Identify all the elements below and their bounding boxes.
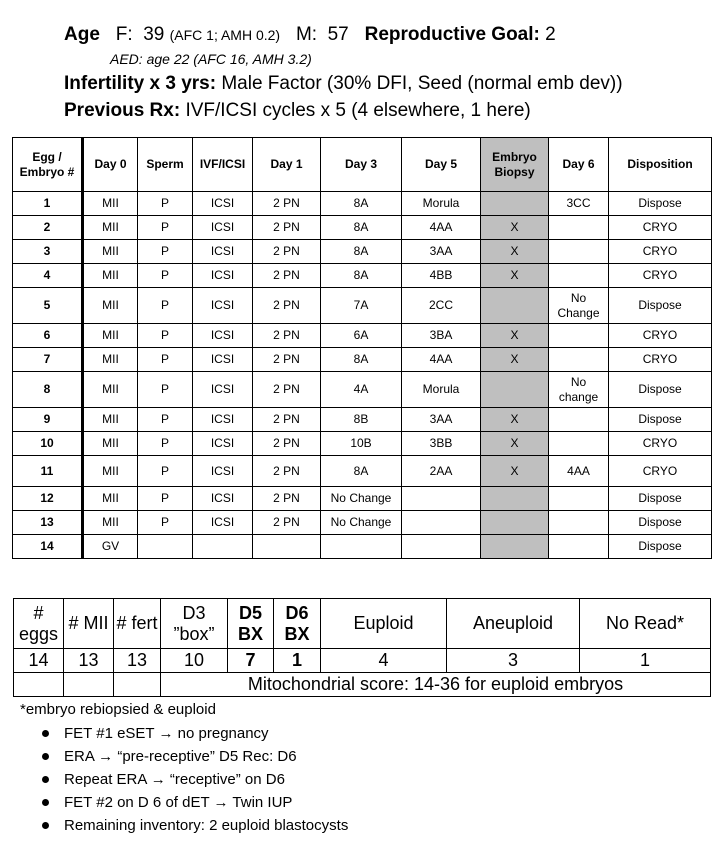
cell-disposition: Dispose — [609, 511, 712, 535]
cell-day0: MII — [83, 408, 138, 432]
note-item — [40, 814, 348, 837]
cell-egg: 5 — [13, 288, 83, 324]
cell-day1: 2 PN — [253, 240, 321, 264]
cell-day5: 4BB — [402, 264, 481, 288]
cell-day6 — [549, 408, 609, 432]
cell-biopsy: X — [481, 408, 549, 432]
cell-day0: MII — [83, 264, 138, 288]
cell-egg: 12 — [13, 487, 83, 511]
summary-empty-cell — [14, 673, 64, 697]
cell-disposition: CRYO — [609, 432, 712, 456]
cell-sperm: P — [138, 456, 193, 487]
cell-biopsy: X — [481, 456, 549, 487]
cell-day0: MII — [83, 192, 138, 216]
cell-day6: No Change — [549, 288, 609, 324]
note-text: Repeat ERA → “receptive” on D6 — [64, 771, 285, 788]
embryo-row — [13, 216, 712, 240]
cell-ivf-icsi: ICSI — [193, 264, 253, 288]
cell-disposition: CRYO — [609, 240, 712, 264]
cell-disposition: CRYO — [609, 348, 712, 372]
cell-biopsy: X — [481, 348, 549, 372]
cell-ivf-icsi: ICSI — [193, 372, 253, 408]
cell-ivf-icsi: ICSI — [193, 487, 253, 511]
embryo-table-header-row — [13, 138, 712, 192]
note-item — [40, 791, 348, 814]
cell-ivf-icsi: ICSI — [193, 240, 253, 264]
cell-ivf-icsi: ICSI — [193, 511, 253, 535]
summary-header-mii: # MII — [64, 599, 114, 649]
cell-sperm: P — [138, 372, 193, 408]
cell-day5 — [402, 511, 481, 535]
cell-ivf-icsi: ICSI — [193, 456, 253, 487]
cell-day6 — [549, 348, 609, 372]
cell-disposition: Dispose — [609, 288, 712, 324]
cell-biopsy — [481, 511, 549, 535]
summary-table — [13, 598, 711, 697]
cell-day1: 2 PN — [253, 288, 321, 324]
embryo-row — [13, 487, 712, 511]
cell-day5: 3BA — [402, 324, 481, 348]
col-header-day0: Day 0 — [83, 138, 138, 192]
goal-label: Reproductive Goal: — [364, 24, 540, 45]
cell-day0: MII — [83, 240, 138, 264]
cell-day1: 2 PN — [253, 487, 321, 511]
cell-day0: MII — [83, 511, 138, 535]
cell-day1: 2 PN — [253, 216, 321, 240]
summary-header-fert: # fert — [114, 599, 161, 649]
cell-day0: MII — [83, 372, 138, 408]
cell-day1: 2 PN — [253, 372, 321, 408]
cell-ivf-icsi: ICSI — [193, 216, 253, 240]
summary-value-no-read: 1 — [580, 649, 711, 673]
cell-day5: Morula — [402, 372, 481, 408]
cell-day6: 3CC — [549, 192, 609, 216]
cell-day1: 2 PN — [253, 192, 321, 216]
cell-day3: 8B — [321, 408, 402, 432]
cell-day3 — [321, 535, 402, 559]
previous-rx-line — [64, 100, 531, 122]
embryo-row — [13, 535, 712, 559]
embryo-row — [13, 408, 712, 432]
age-line — [64, 24, 556, 46]
note-item — [40, 768, 348, 791]
note-text: FET #1 eSET → no pregnancy — [64, 725, 269, 742]
bullet-icon — [42, 776, 49, 783]
summary-value-d6-bx: 1 — [274, 649, 321, 673]
cell-sperm: P — [138, 216, 193, 240]
cell-day3: 10B — [321, 432, 402, 456]
goal-value: 2 — [545, 24, 556, 45]
cell-day3: 6A — [321, 324, 402, 348]
cell-day0: GV — [83, 535, 138, 559]
cell-egg: 2 — [13, 216, 83, 240]
cell-sperm: P — [138, 432, 193, 456]
cell-day6 — [549, 216, 609, 240]
note-item — [40, 722, 348, 745]
cell-biopsy: X — [481, 264, 549, 288]
summary-header-row — [14, 599, 711, 649]
cell-day5: 3BB — [402, 432, 481, 456]
cell-egg: 7 — [13, 348, 83, 372]
cell-day0: MII — [83, 432, 138, 456]
cell-day0: MII — [83, 456, 138, 487]
cell-day0: MII — [83, 348, 138, 372]
bullet-icon — [42, 822, 49, 829]
cell-egg: 4 — [13, 264, 83, 288]
summary-value-d3-box: 10 — [161, 649, 228, 673]
summary-header-d6-bx: D6 BX — [274, 599, 321, 649]
cell-sperm: P — [138, 511, 193, 535]
col-header-embryo-biopsy: Embryo Biopsy — [481, 138, 549, 192]
cell-day1: 2 PN — [253, 432, 321, 456]
summary-empty-cell — [114, 673, 161, 697]
cell-day5: Morula — [402, 192, 481, 216]
cell-disposition: Dispose — [609, 192, 712, 216]
cell-biopsy — [481, 372, 549, 408]
col-header-day1: Day 1 — [253, 138, 321, 192]
cell-day6: 4AA — [549, 456, 609, 487]
cell-day5 — [402, 487, 481, 511]
cell-day1: 2 PN — [253, 264, 321, 288]
cell-sperm: P — [138, 264, 193, 288]
embryo-row — [13, 432, 712, 456]
embryo-row — [13, 264, 712, 288]
cell-day5: 4AA — [402, 348, 481, 372]
cell-day5: 2AA — [402, 456, 481, 487]
embryo-row — [13, 288, 712, 324]
embryo-table — [12, 137, 712, 559]
infertility-label: Infertility x 3 yrs: — [64, 73, 217, 94]
female-age: 39 — [143, 24, 165, 45]
cell-disposition: Dispose — [609, 535, 712, 559]
summary-value-aneuploid: 3 — [447, 649, 580, 673]
cell-disposition: CRYO — [609, 456, 712, 487]
cell-biopsy — [481, 535, 549, 559]
cell-day0: MII — [83, 288, 138, 324]
note-text: ERA → “pre-receptive” D5 Rec: D6 — [64, 748, 297, 765]
cell-sperm — [138, 535, 193, 559]
cell-day0: MII — [83, 216, 138, 240]
cell-day5: 3AA — [402, 408, 481, 432]
cell-biopsy: X — [481, 432, 549, 456]
male-age: 57 — [327, 24, 349, 45]
cell-day3: 8A — [321, 240, 402, 264]
summary-value-fert: 13 — [114, 649, 161, 673]
cell-day3: 7A — [321, 288, 402, 324]
cell-egg: 8 — [13, 372, 83, 408]
cell-disposition: Dispose — [609, 408, 712, 432]
cell-disposition: CRYO — [609, 264, 712, 288]
cell-sperm: P — [138, 348, 193, 372]
cell-biopsy: X — [481, 324, 549, 348]
age-label: Age — [64, 24, 100, 45]
cell-sperm: P — [138, 288, 193, 324]
cell-egg: 9 — [13, 408, 83, 432]
cell-day3: No Change — [321, 511, 402, 535]
aed-line: AED: age 22 (AFC 16, AMH 3.2) — [110, 51, 312, 67]
cell-day6 — [549, 264, 609, 288]
female-label: F: — [115, 24, 133, 45]
cell-ivf-icsi: ICSI — [193, 288, 253, 324]
cell-disposition: Dispose — [609, 372, 712, 408]
cell-day6: No change — [549, 372, 609, 408]
mitochondrial-score-note: Mitochondrial score: 14-36 for euploid embryos — [161, 673, 711, 697]
bullet-icon — [42, 799, 49, 806]
cell-ivf-icsi: ICSI — [193, 324, 253, 348]
col-header-day5: Day 5 — [402, 138, 481, 192]
cell-day3: 8A — [321, 456, 402, 487]
summary-value-eggs: 14 — [14, 649, 64, 673]
embryo-row — [13, 240, 712, 264]
embryo-row — [13, 456, 712, 487]
cell-day6 — [549, 511, 609, 535]
cell-day3: 8A — [321, 192, 402, 216]
cell-sperm: P — [138, 487, 193, 511]
summary-value-euploid: 4 — [321, 649, 447, 673]
notes-list — [40, 722, 348, 837]
cell-disposition: CRYO — [609, 324, 712, 348]
summary-mito-row — [14, 673, 711, 697]
cell-day1: 2 PN — [253, 324, 321, 348]
previous-rx-value: IVF/ICSI cycles x 5 (4 elsewhere, 1 here) — [185, 100, 531, 121]
cell-day5: 2CC — [402, 288, 481, 324]
cell-biopsy: X — [481, 240, 549, 264]
cell-day6 — [549, 324, 609, 348]
cell-ivf-icsi: ICSI — [193, 348, 253, 372]
previous-rx-label: Previous Rx: — [64, 100, 181, 121]
summary-value-d5-bx: 7 — [228, 649, 274, 673]
summary-values-row — [14, 649, 711, 673]
cell-day5 — [402, 535, 481, 559]
col-header-sperm: Sperm — [138, 138, 193, 192]
bullet-icon — [42, 753, 49, 760]
bullet-icon — [42, 730, 49, 737]
col-header-egg: Egg / Embryo # — [13, 138, 83, 192]
cell-day3: No Change — [321, 487, 402, 511]
cell-egg: 13 — [13, 511, 83, 535]
summary-header-d3-box: D3 ”box” — [161, 599, 228, 649]
cell-ivf-icsi — [193, 535, 253, 559]
note-text: Remaining inventory: 2 euploid blastocysts — [64, 817, 349, 834]
summary-empty-cell — [64, 673, 114, 697]
cell-day3: 8A — [321, 216, 402, 240]
cell-day6 — [549, 535, 609, 559]
cell-day5: 4AA — [402, 216, 481, 240]
col-header-ivf-icsi: IVF/ICSI — [193, 138, 253, 192]
cell-egg: 14 — [13, 535, 83, 559]
cell-day3: 4A — [321, 372, 402, 408]
summary-header-aneuploid: Aneuploid — [447, 599, 580, 649]
summary-header-euploid: Euploid — [321, 599, 447, 649]
cell-disposition: Dispose — [609, 487, 712, 511]
cell-biopsy — [481, 487, 549, 511]
col-header-day3: Day 3 — [321, 138, 402, 192]
note-item — [40, 745, 348, 768]
cell-egg: 11 — [13, 456, 83, 487]
cell-day6 — [549, 432, 609, 456]
footnote: *embryo rebiopsied & euploid — [20, 701, 216, 718]
cell-sperm: P — [138, 324, 193, 348]
embryo-row — [13, 511, 712, 535]
cell-day0: MII — [83, 324, 138, 348]
cell-day1: 2 PN — [253, 456, 321, 487]
cell-egg: 3 — [13, 240, 83, 264]
cell-ivf-icsi: ICSI — [193, 408, 253, 432]
female-detail: (AFC 1; AMH 0.2) — [169, 27, 281, 43]
cell-day6 — [549, 240, 609, 264]
cell-egg: 10 — [13, 432, 83, 456]
cell-day1: 2 PN — [253, 511, 321, 535]
embryo-row — [13, 348, 712, 372]
cell-day6 — [549, 487, 609, 511]
infertility-line — [64, 73, 623, 95]
cell-sperm: P — [138, 192, 193, 216]
cell-day3: 8A — [321, 348, 402, 372]
note-text: FET #2 on D 6 of dET → Twin IUP — [64, 794, 293, 811]
col-header-disposition: Disposition — [609, 138, 712, 192]
summary-header-no-read: No Read* — [580, 599, 711, 649]
cell-ivf-icsi: ICSI — [193, 192, 253, 216]
cell-egg: 1 — [13, 192, 83, 216]
summary-header-eggs: # eggs — [14, 599, 64, 649]
cell-day1 — [253, 535, 321, 559]
cell-day3: 8A — [321, 264, 402, 288]
cell-day1: 2 PN — [253, 408, 321, 432]
cell-day0: MII — [83, 487, 138, 511]
embryo-row — [13, 324, 712, 348]
cell-day5: 3AA — [402, 240, 481, 264]
cell-egg: 6 — [13, 324, 83, 348]
cell-biopsy — [481, 192, 549, 216]
cell-disposition: CRYO — [609, 216, 712, 240]
infertility-value: Male Factor (30% DFI, Seed (normal emb dev)) — [221, 73, 623, 94]
cell-day1: 2 PN — [253, 348, 321, 372]
summary-header-d5-bx: D5 BX — [228, 599, 274, 649]
cell-biopsy: X — [481, 216, 549, 240]
male-label: M: — [295, 24, 318, 45]
embryo-row — [13, 372, 712, 408]
cell-ivf-icsi: ICSI — [193, 432, 253, 456]
summary-value-mii: 13 — [64, 649, 114, 673]
cell-sperm: P — [138, 240, 193, 264]
embryo-row — [13, 192, 712, 216]
cell-sperm: P — [138, 408, 193, 432]
cell-biopsy — [481, 288, 549, 324]
col-header-day6: Day 6 — [549, 138, 609, 192]
